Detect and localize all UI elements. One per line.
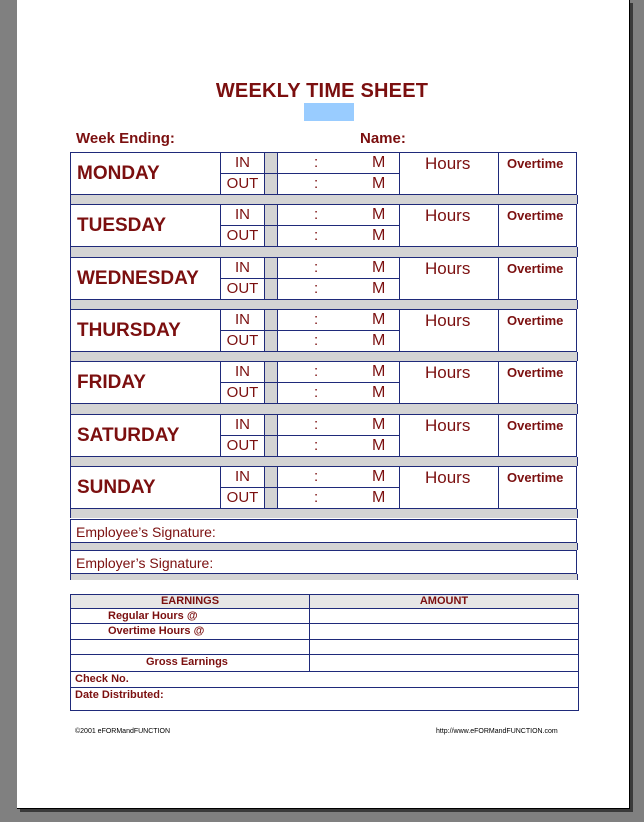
out-label: OUT (226, 227, 259, 244)
form-title: WEEKLY TIME SHEET (215, 80, 429, 102)
separator-bar (70, 509, 578, 518)
earnings-header: EARNINGS (160, 595, 220, 607)
column-line (498, 205, 499, 246)
separator-bar (70, 195, 578, 204)
time-colon[interactable]: : (314, 489, 319, 506)
day-name: SATURDAY (77, 425, 180, 446)
in-label: IN (235, 363, 250, 380)
name-label: Name: (360, 130, 406, 147)
copyright-text: ©2001 eFORMandFUNCTION (75, 728, 171, 735)
am-pm-field[interactable]: M (372, 227, 386, 244)
hours-label: Hours (425, 416, 471, 435)
hours-label: Hours (425, 311, 471, 330)
day-name: MONDAY (77, 163, 160, 184)
am-pm-field[interactable]: M (372, 416, 386, 433)
column-line (498, 153, 499, 194)
column-line (498, 415, 499, 456)
row-divider (220, 435, 399, 436)
day-row (70, 204, 577, 247)
row-line (71, 623, 578, 624)
separator-bar (70, 574, 578, 580)
in-label: IN (235, 311, 250, 328)
time-colon[interactable]: : (314, 363, 319, 380)
day-name: SUNDAY (77, 477, 156, 498)
check-no-label: Check No. (75, 673, 129, 685)
regular-hours-label: Regular Hours @ (108, 610, 198, 622)
out-label: OUT (226, 280, 259, 297)
separator-bar (70, 543, 578, 550)
in-label: IN (235, 259, 250, 276)
time-colon[interactable]: : (314, 175, 319, 192)
in-label: IN (235, 154, 250, 171)
day-row (70, 152, 577, 195)
title-date-field[interactable] (304, 103, 354, 121)
in-label: IN (235, 416, 250, 433)
out-label: OUT (226, 489, 259, 506)
time-colon[interactable]: : (314, 154, 319, 171)
day-name: FRIDAY (77, 372, 146, 393)
in-label: IN (235, 206, 250, 223)
separator-bar (70, 247, 578, 257)
column-line (498, 310, 499, 351)
time-colon[interactable]: : (314, 206, 319, 223)
hours-label: Hours (425, 468, 471, 487)
employee-signature-label: Employee’s Signature: (76, 524, 216, 540)
column-line (498, 258, 499, 299)
column-line (399, 362, 400, 403)
row-divider (220, 330, 399, 331)
row-divider (220, 278, 399, 279)
out-label: OUT (226, 437, 259, 454)
in-label: IN (235, 468, 250, 485)
day-name: TUESDAY (77, 215, 167, 236)
separator-bar (70, 404, 578, 414)
overtime-label: Overtime (507, 365, 564, 380)
am-pm-field[interactable]: M (372, 363, 386, 380)
overtime-label: Overtime (507, 156, 564, 171)
column-line (399, 310, 400, 351)
time-colon[interactable]: : (314, 280, 319, 297)
time-colon[interactable]: : (314, 311, 319, 328)
row-line (71, 654, 578, 655)
row-divider (220, 487, 399, 488)
out-label: OUT (226, 332, 259, 349)
employee-signature-row[interactable] (70, 519, 577, 543)
day-name: THURSDAY (77, 320, 181, 341)
earnings-table (70, 594, 579, 711)
column-line (399, 153, 400, 194)
am-pm-field[interactable]: M (372, 154, 386, 171)
time-colon[interactable]: : (314, 259, 319, 276)
date-distributed-label: Date Distributed: (75, 689, 164, 701)
out-label: OUT (226, 384, 259, 401)
time-colon[interactable]: : (314, 437, 319, 454)
overtime-label: Overtime (507, 208, 564, 223)
separator-bar (70, 457, 578, 466)
out-label: OUT (226, 175, 259, 192)
day-row (70, 466, 577, 509)
hours-label: Hours (425, 363, 471, 382)
day-row (70, 414, 577, 457)
overtime-label: Overtime (507, 313, 564, 328)
employer-signature-label: Employer’s Signature: (76, 555, 214, 571)
column-line (399, 415, 400, 456)
am-pm-field[interactable]: M (372, 175, 386, 192)
am-pm-field[interactable]: M (372, 280, 386, 297)
row-line (71, 687, 578, 688)
time-colon[interactable]: : (314, 416, 319, 433)
row-divider (220, 225, 399, 226)
am-pm-field[interactable]: M (372, 437, 386, 454)
time-colon[interactable]: : (314, 468, 319, 485)
column-line (498, 467, 499, 508)
day-row (70, 257, 577, 300)
overtime-label: Overtime (507, 470, 564, 485)
overtime-label: Overtime (507, 261, 564, 276)
column-line (399, 258, 400, 299)
am-pm-field[interactable]: M (372, 489, 386, 506)
week-ending-label: Week Ending: (76, 130, 175, 147)
row-line (71, 608, 578, 609)
day-row (70, 309, 577, 352)
time-colon[interactable]: : (314, 227, 319, 244)
row-line (71, 671, 578, 672)
row-line (71, 639, 578, 640)
overtime-label: Overtime (507, 418, 564, 433)
hours-label: Hours (425, 206, 471, 225)
separator-bar (70, 352, 578, 361)
am-pm-field[interactable]: M (372, 332, 386, 349)
day-row (70, 361, 577, 404)
employer-signature-row[interactable] (70, 550, 577, 574)
am-pm-field[interactable]: M (372, 468, 386, 485)
column-line (399, 205, 400, 246)
day-name: WEDNESDAY (77, 268, 199, 289)
row-divider (220, 173, 399, 174)
row-divider (220, 382, 399, 383)
gross-earnings-label: Gross Earnings (146, 656, 228, 668)
am-pm-field[interactable]: M (372, 206, 386, 223)
separator-bar (70, 300, 578, 309)
column-line (399, 467, 400, 508)
amount-header: AMOUNT (419, 595, 469, 607)
time-colon[interactable]: : (314, 332, 319, 349)
am-pm-field[interactable]: M (372, 259, 386, 276)
am-pm-field[interactable]: M (372, 384, 386, 401)
footer-url[interactable]: http://www.eFORMandFUNCTION.com (436, 728, 558, 735)
am-pm-field[interactable]: M (372, 311, 386, 328)
time-colon[interactable]: : (314, 384, 319, 401)
hours-label: Hours (425, 154, 471, 173)
column-line (498, 362, 499, 403)
overtime-hours-label: Overtime Hours @ (108, 625, 205, 637)
hours-label: Hours (425, 259, 471, 278)
